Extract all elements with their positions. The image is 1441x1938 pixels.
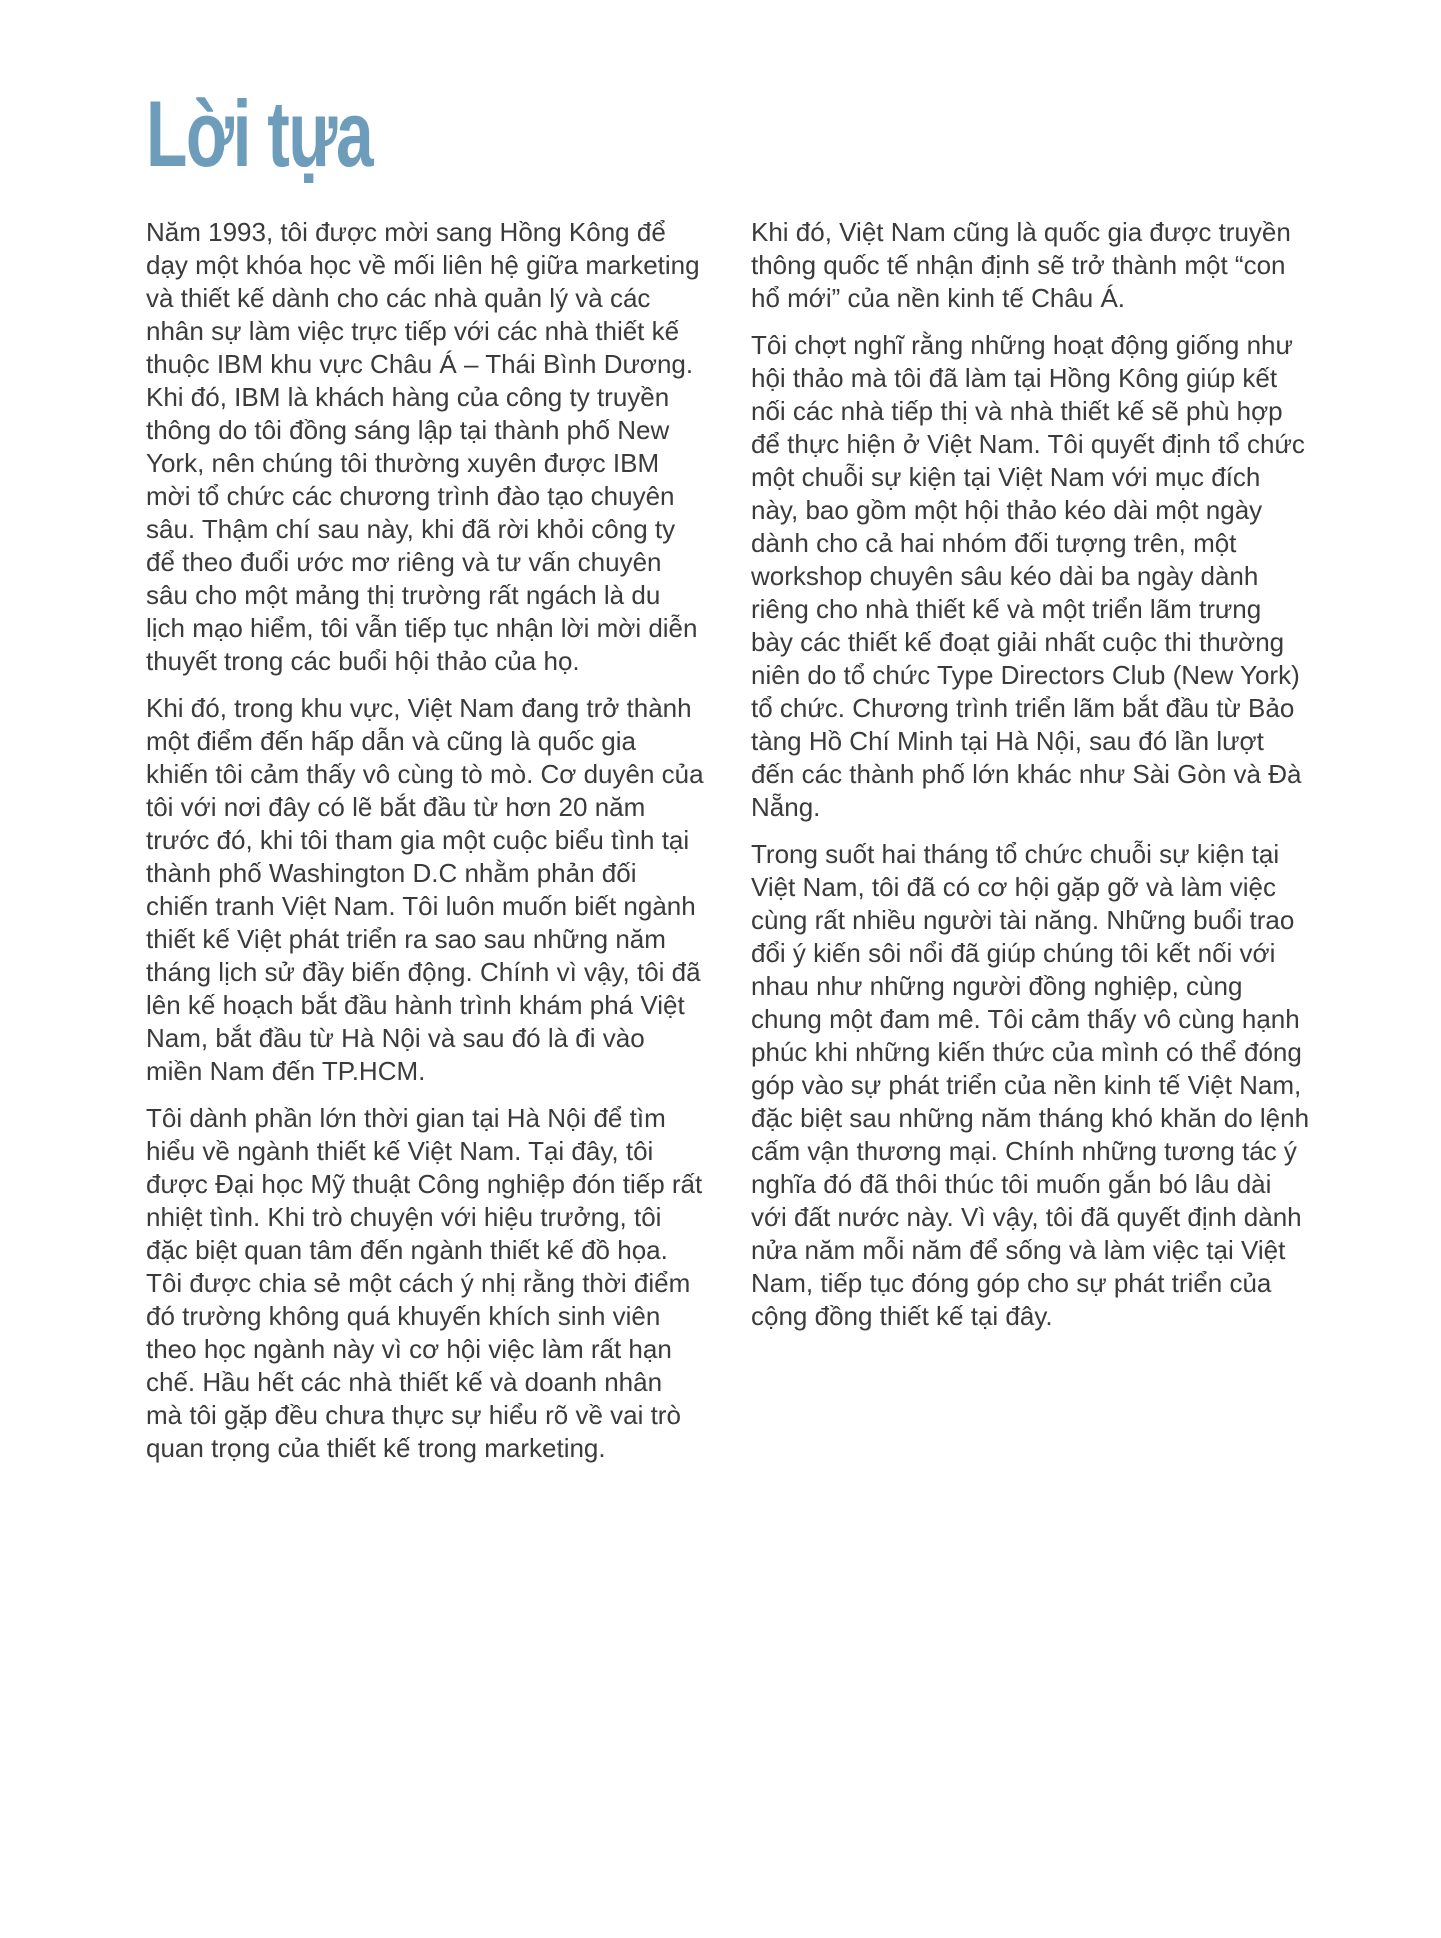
text-column-left — [146, 216, 705, 1479]
paragraph: Tôi dành phần lớn thời gian tại Hà Nội để tìm hiểu về ngành thiết kế Việt Nam. Tại đây, tôi được Đại học Mỹ thuật Công nghiệp đón tiếp rất nhiệt tình. Khi trò chuyện với hiệu trưởng, tôi đặc biệt quan tâm đến ngành thiết kế đồ họa. Tôi được chia sẻ một cách ý nhị rằng thời điểm đó trường không quá khuyến khích sinh viên theo học ngành này vì cơ hội việc làm rất hạn chế. Hầu hết các nhà thiết kế và doanh nhân mà tôi gặp đều chưa thực sự hiểu rõ về vai trò quan trọng của thiết kế trong marketing. — [146, 1103, 703, 1463]
paragraph: Năm 1993, tôi được mời sang Hồng Kông để dạy một khóa học về mối liên hệ giữa marketing và thiết kế dành cho các nhà quản lý và các nhân sự làm việc trực tiếp với các nhà thiết kế thuộc IBM khu vực Châu Á – Thái Bình Dương. Khi đó, IBM là khách hàng của công ty truyền thông do tôi đồng sáng lập tại thành phố New York, nên chúng tôi thường xuyên được IBM mời tổ chức các chương trình đào tạo chuyên sâu. Thậm chí sau này, khi đã rời khỏi công ty để theo đuổi ước mơ riêng và tư vấn chuyên sâu cho một mảng thị trường rất ngách là du lịch mạo hiểm, tôi vẫn tiếp tục nhận lời mời diễn thuyết trong các buổi hội thảo của họ. — [146, 217, 700, 676]
paragraph: Tôi chợt nghĩ rằng những hoạt động giống như hội thảo mà tôi đã làm tại Hồng Kông giúp kết nối các nhà tiếp thị và nhà thiết kế sẽ phù hợp để thực hiện ở Việt Nam. Tôi quyết định tổ chức một chuỗi sự kiện tại Việt Nam với mục đích này, bao gồm một hội thảo kéo dài một ngày dành cho cả hai nhóm đối tượng trên, một workshop chuyên sâu kéo dài ba ngày dành riêng cho nhà thiết kế và một triển lãm trưng bày các thiết kế đoạt giải nhất cuộc thi thường niên do tổ chức Type Directors Club (New York) tổ chức. Chương trình triển lãm bắt đầu từ Bảo tàng Hồ Chí Minh tại Hà Nội, sau đó lần lượt đến các thành phố lớn khác như Sài Gòn và Đà Nẵng. — [751, 330, 1305, 822]
text-column-right — [751, 216, 1310, 1479]
text-columns — [146, 216, 1310, 1479]
paragraph: Trong suốt hai tháng tổ chức chuỗi sự kiện tại Việt Nam, tôi đã có cơ hội gặp gỡ và làm việc cùng rất nhiều người tài năng. Những buổi trao đổi ý kiến sôi nổi đã giúp chúng tôi kết nối với nhau như những người đồng nghiệp, cùng chung một đam mê. Tôi cảm thấy vô cùng hạnh phúc khi những kiến thức của mình có thể đóng góp vào sự phát triển của nền kinh tế Việt Nam, đặc biệt sau những năm tháng khó khăn do lệnh cấm vận thương mại. Chính những tương tác ý nghĩa đó đã thôi thúc tôi muốn gắn bó lâu dài với đất nước này. Vì vậy, tôi đã quyết định dành nửa năm mỗi năm để sống và làm việc tại Việt Nam, tiếp tục đóng góp cho sự phát triển của cộng đồng thiết kế tại đây. — [751, 839, 1310, 1331]
paragraph: Khi đó, Việt Nam cũng là quốc gia được truyền thông quốc tế nhận định sẽ trở thành một “con hổ mới” của nền kinh tế Châu Á. — [751, 217, 1291, 313]
paragraph: Khi đó, trong khu vực, Việt Nam đang trở thành một điểm đến hấp dẫn và cũng là quốc gia khiến tôi cảm thấy vô cùng tò mò. Cơ duyên của tôi với nơi đây có lẽ bắt đầu từ hơn 20 năm trước đó, khi tôi tham gia một cuộc biểu tình tại thành phố Washington D.C nhằm phản đối chiến tranh Việt Nam. Tôi luôn muốn biết ngành thiết kế Việt phát triển ra sao sau những năm tháng lịch sử đầy biến động. Chính vì vậy, tôi đã lên kế hoạch bắt đầu hành trình khám phá Việt Nam, bắt đầu từ Hà Nội và sau đó là đi vào miền Nam đến TP.HCM. — [146, 693, 704, 1086]
page-title: Lời tựa — [146, 81, 373, 186]
